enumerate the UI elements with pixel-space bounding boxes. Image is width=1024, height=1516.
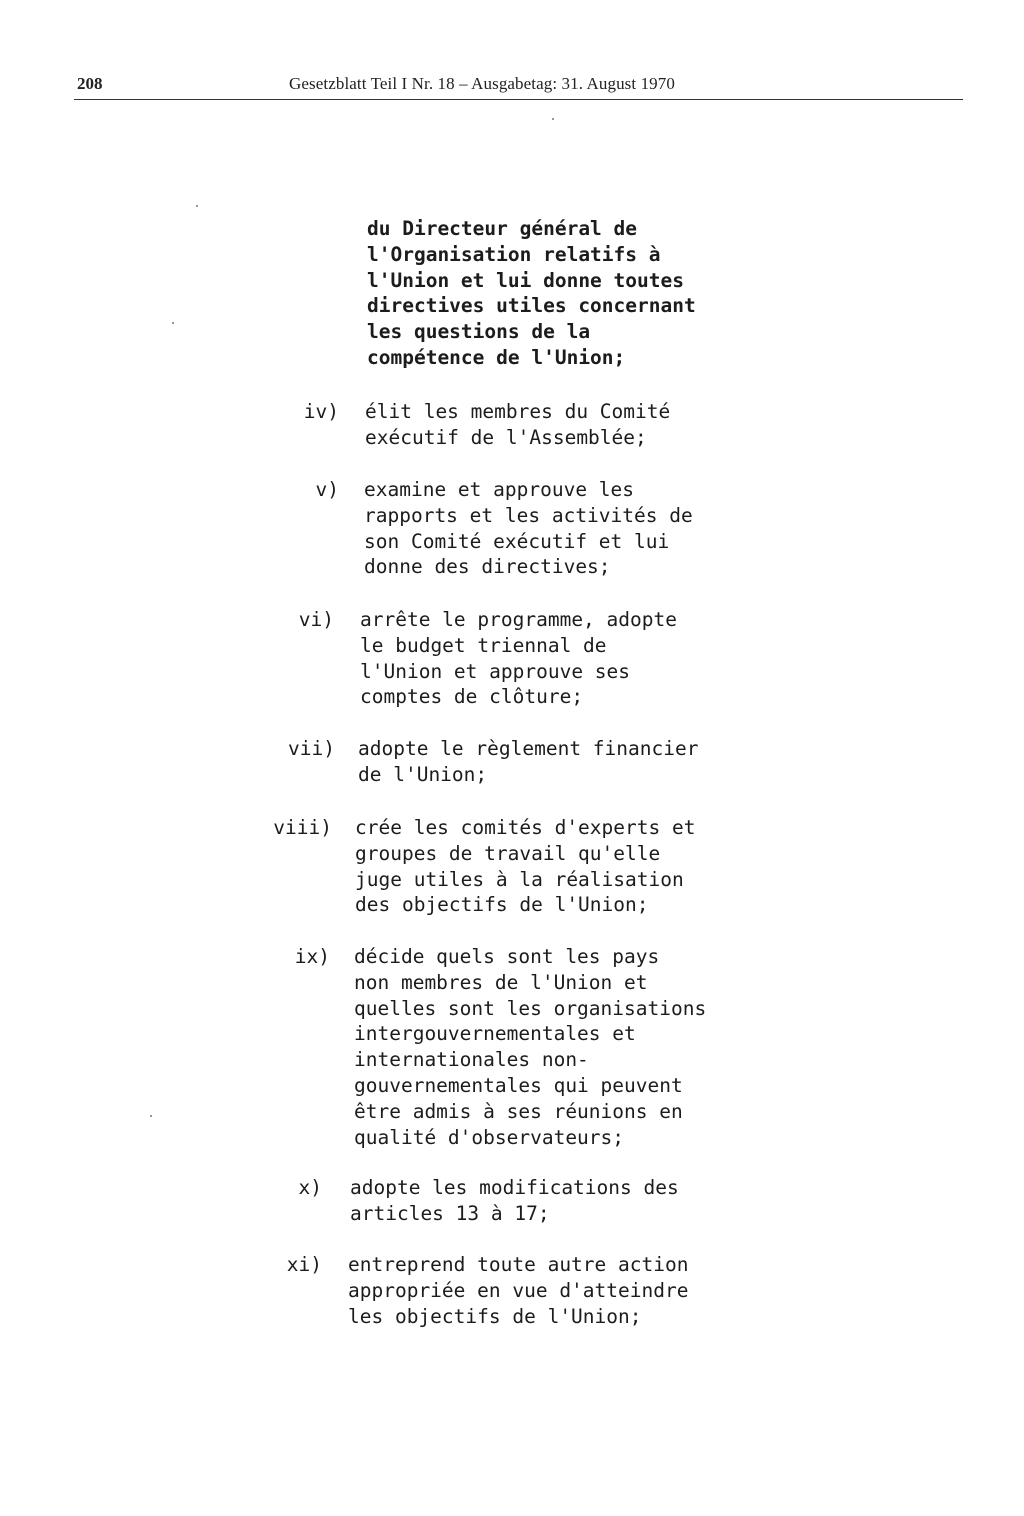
text-line: entreprend toute autre action (348, 1253, 689, 1276)
text-line: les objectifs de l'Union; (348, 1304, 642, 1328)
text-line: adopte les modifications des (350, 1176, 679, 1199)
running-title: Gesetzblatt Teil I Nr. 18 – Ausgabetag: 31. August 1970 (289, 74, 675, 93)
text-line: non membres de l'Union et (354, 970, 648, 994)
text-line: juge utiles à la réalisation (355, 867, 684, 891)
text-line: les questions de la (367, 320, 591, 344)
list-marker: ix) (294, 945, 330, 968)
text-line: rapports et les activités de (364, 503, 693, 527)
list-marker: x) (298, 1176, 322, 1199)
text-line: exécutif de l'Assemblée; (365, 425, 647, 449)
text-line: être admis à ses réunions en (354, 1099, 683, 1123)
page-number: 208 (77, 74, 103, 93)
list-marker: xi) (286, 1253, 322, 1276)
text-line: l'Union et lui donne toutes (367, 268, 684, 292)
list-marker: v) (315, 478, 339, 501)
text-line: élit les membres du Comité (365, 400, 671, 423)
text-line: examine et approuve les (364, 478, 635, 501)
text-line: intergouvernementales et (354, 1022, 636, 1046)
text-line: adopte le règlement financier (358, 737, 699, 760)
text-line: qualité d'observateurs; (354, 1125, 625, 1149)
text-line: comptes de clôture; (360, 685, 584, 709)
text-line: arrête le programme, adopte (360, 608, 677, 631)
text-line: donne des directives; (364, 555, 611, 579)
list-marker: vi) (298, 608, 334, 631)
text-line: le budget triennal de (360, 633, 607, 657)
list-marker: iv) (303, 400, 339, 423)
text-line: quelles sont les organisations (354, 996, 707, 1020)
text-line: directives utiles concernant (367, 294, 696, 318)
text-line: compétence de l'Union; (367, 345, 626, 369)
text-line: du Directeur général de (367, 217, 638, 240)
text-line: groupes de travail qu'elle (355, 841, 661, 865)
text-line: l'Organisation relatifs à (367, 242, 661, 266)
text-line: internationales non- (354, 1048, 589, 1072)
text-line: articles 13 à 17; (350, 1201, 550, 1225)
list-marker: vii) (288, 737, 335, 760)
text-line: gouvernementales qui peuvent (354, 1073, 683, 1097)
text-line: son Comité exécutif et lui (364, 529, 670, 553)
text-line: appropriée en vue d'atteindre (348, 1278, 689, 1302)
text-line: crée les comités d'experts et (355, 816, 696, 839)
text-line: de l'Union; (358, 762, 488, 786)
text-line: des objectifs de l'Union; (355, 893, 649, 917)
text-line: l'Union et approuve ses (360, 659, 631, 683)
text-line: décide quels sont les pays (354, 945, 660, 968)
list-marker: viii) (273, 816, 332, 839)
